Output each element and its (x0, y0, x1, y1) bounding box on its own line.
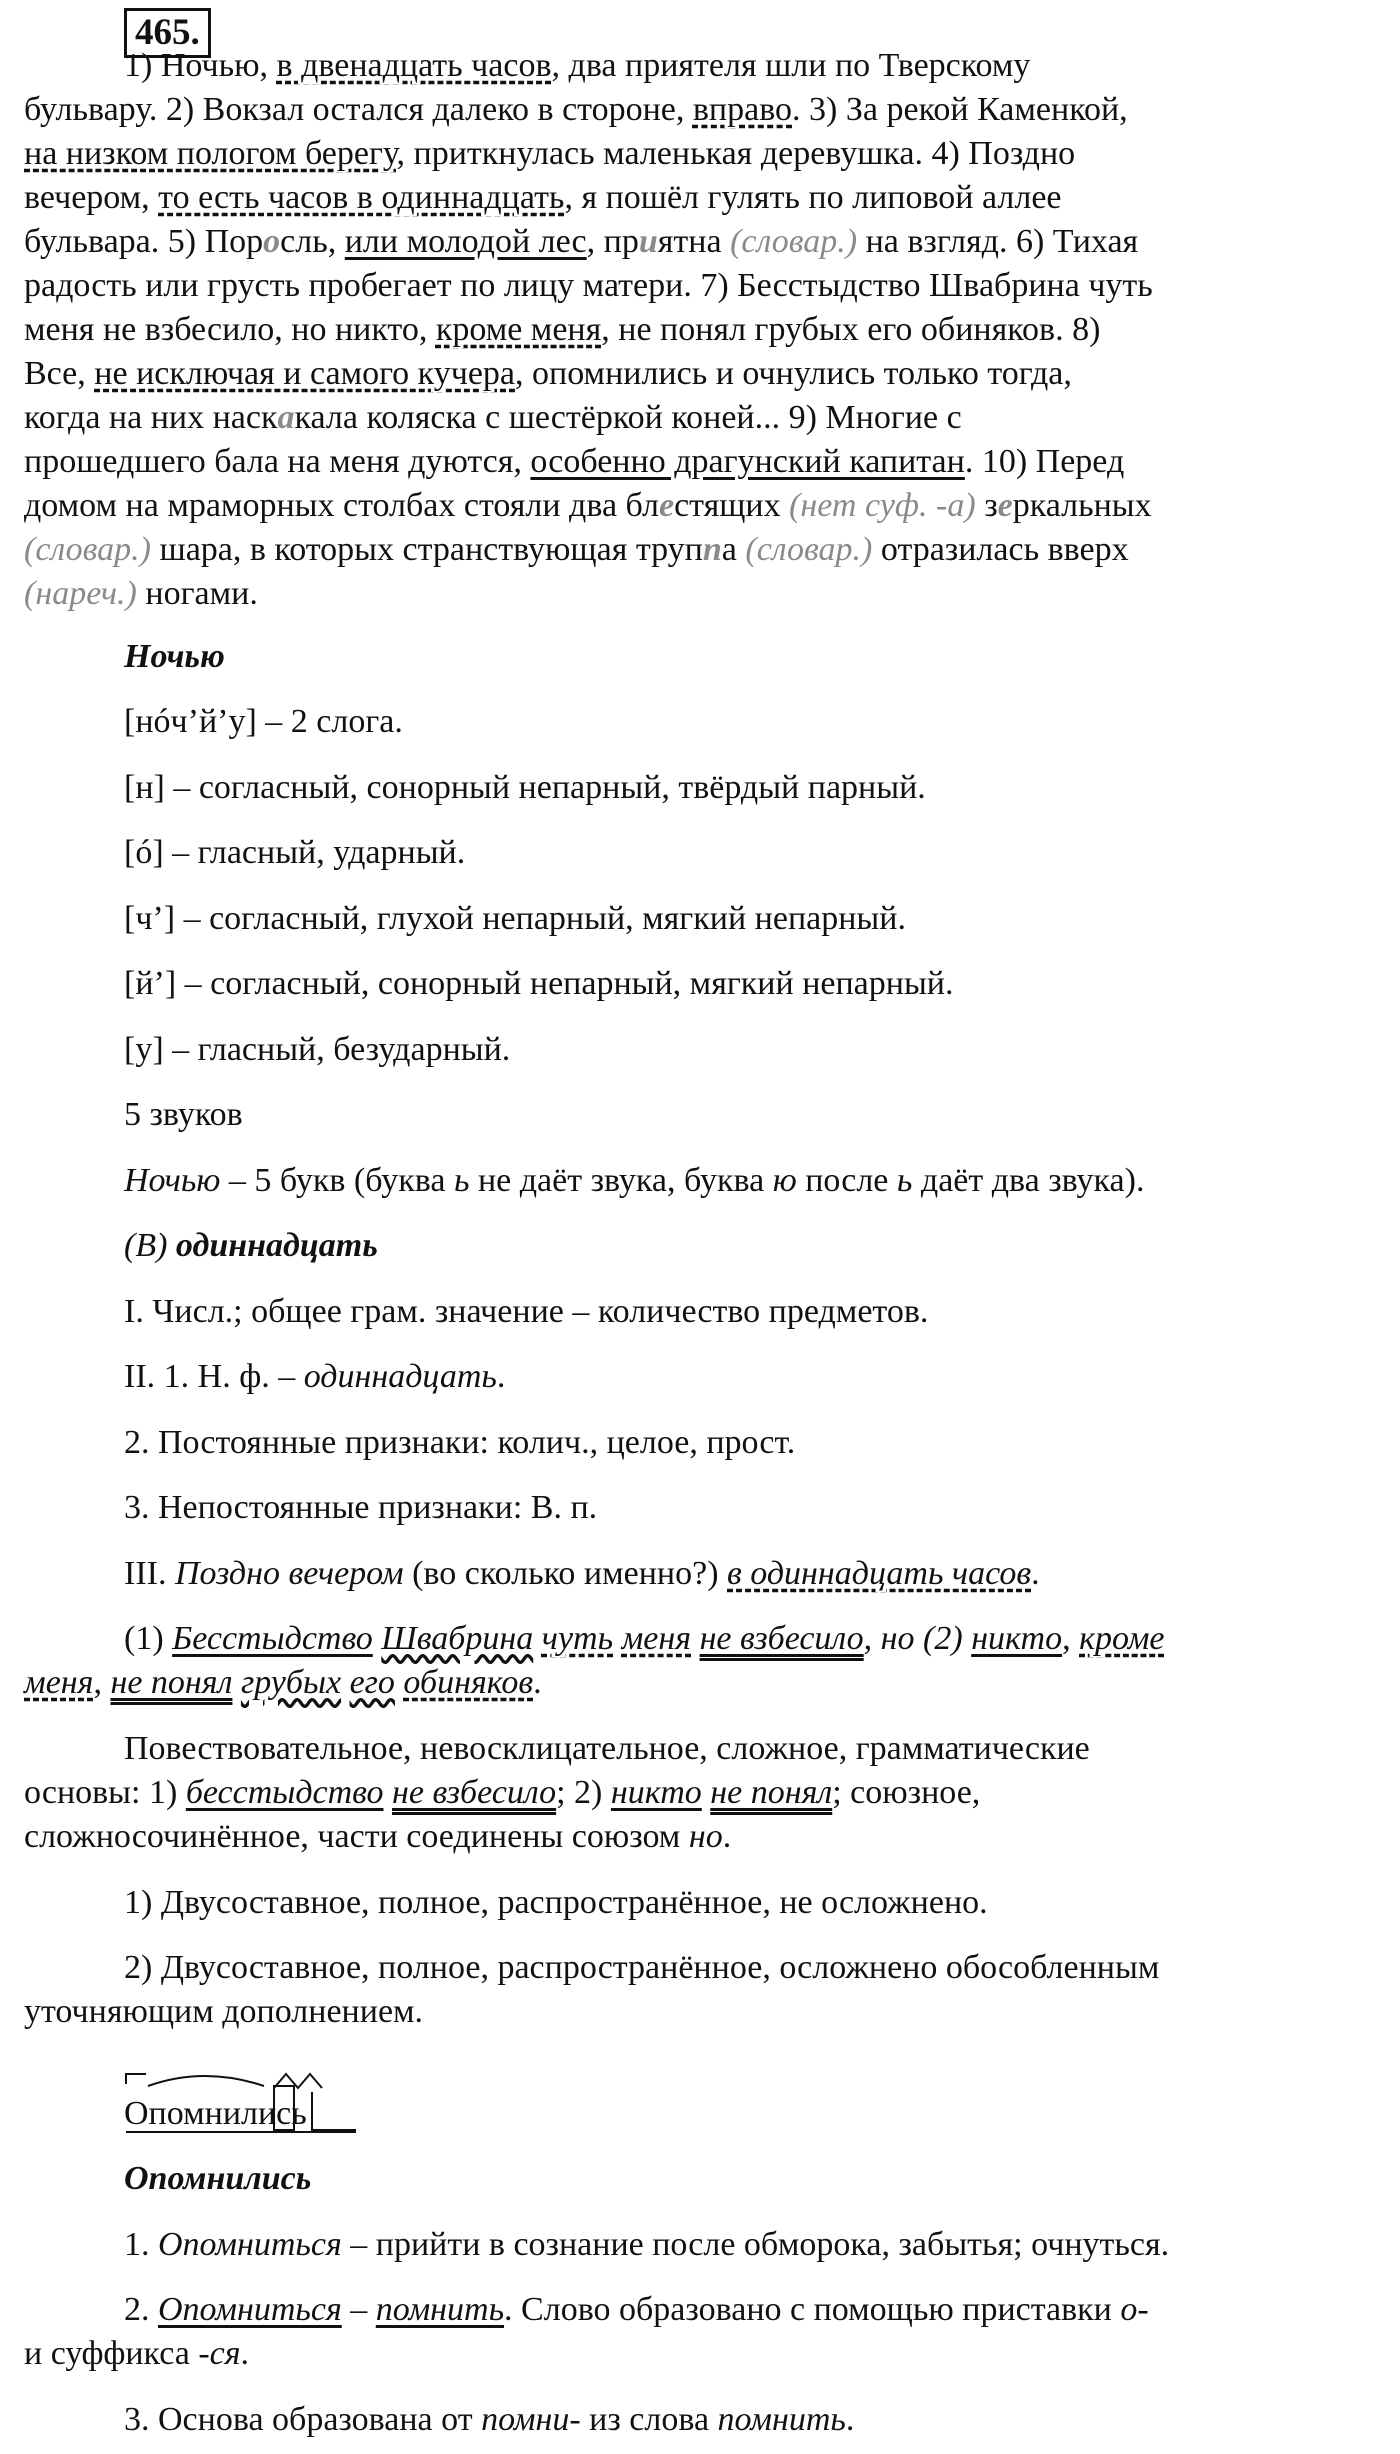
part-1-analysis: 1) Двусоставное, полное, распространённое, не осложнено. (124, 1884, 988, 1921)
part-2-analysis-cont: уточняющим дополнением. (24, 1993, 424, 2030)
predicate: не взбесило (391, 1774, 557, 1811)
text-fragment: вечером, (24, 179, 159, 216)
word: Опомниться (158, 2291, 342, 2328)
text-fragment: . 10) Перед (964, 443, 1125, 480)
transcription: [нóч’й’у] – 2 слога. (124, 703, 403, 740)
text-fragment: а (721, 531, 746, 568)
space (533, 1620, 542, 1657)
text-fragment: и суффикса (24, 2335, 199, 2372)
subject: никто (971, 1620, 1063, 1657)
space (691, 1620, 700, 1657)
sound-2: [ó] – гласный, ударный. (124, 834, 466, 871)
text-line-8 (24, 352, 1072, 396)
text-fragment: кала коляска с шестёркой коней... 9) Многие с (294, 399, 962, 436)
numeral-p3: 2. Постоянные признаки: колич., целое, прост. (124, 1424, 796, 1461)
separator: , (93, 1664, 111, 1701)
letter-count (124, 1159, 1144, 1203)
text-fragment: после (796, 1162, 897, 1199)
analysis-line-3 (24, 1815, 731, 1859)
inserted-letter: е (658, 487, 675, 524)
text-fragment: меня не взбесило, но никто, (24, 311, 436, 348)
text-fragment: . (845, 2401, 855, 2438)
text-fragment: 2. (124, 2291, 158, 2328)
text-fragment: ркальных (1012, 487, 1152, 524)
text-fragment: когда на них наск (24, 399, 278, 436)
text-fragment: 3. Основа образована от (124, 2401, 482, 2438)
text-fragment: . (1031, 1555, 1040, 1592)
inserted-letter: п (702, 531, 722, 568)
text-line-4 (24, 176, 1062, 220)
word: Опомниться (158, 2226, 342, 2263)
text-fragment: , пр (586, 223, 639, 260)
sound-count: 5 звуков (124, 1096, 243, 1133)
inserted-letter: и (638, 223, 658, 260)
text-fragment: ; 2) (556, 1774, 611, 1811)
phonetic-heading: Ночью (124, 638, 225, 675)
space (373, 1620, 382, 1657)
object-phrase: не исключая и самого кучера (94, 355, 515, 392)
source-word: помнить (375, 2291, 505, 2328)
text-fragment: на взгляд. 6) Тихая (857, 223, 1139, 260)
separator: . (533, 1664, 542, 1701)
text-line-1 (124, 44, 1030, 88)
text-fragment: (1) (124, 1620, 173, 1657)
text-line-3 (24, 132, 1075, 176)
text-fragment: . 3) За рекой Каменкой, (792, 91, 1128, 128)
text-fragment: , опомнились и очнулись только тогда, (515, 355, 1072, 392)
inserted-letter: а (277, 399, 295, 436)
text-fragment: Все, (24, 355, 95, 392)
part-2-analysis: 2) Двусоставное, полное, распространённое, осложнено обособленным (124, 1949, 1160, 1986)
text-fragment: . (722, 1818, 732, 1855)
text-fragment: сложносочинённое, части соединены союзом (24, 1818, 689, 1855)
subject: Бесстыдство (172, 1620, 373, 1657)
space (232, 1664, 241, 1701)
letter: ю (772, 1162, 797, 1199)
word-formation-heading: Опомнились (124, 2160, 312, 2197)
sentence-line-1 (124, 1617, 1164, 1661)
text-fragment: , два приятеля шли по Тверскому (551, 47, 1031, 84)
object: меня (621, 1620, 692, 1657)
text-line-7 (24, 308, 1100, 352)
object: меня (24, 1664, 94, 1701)
sound-3: [ч’] – согласный, глухой непарный, мягкий непарный. (124, 900, 906, 937)
part-of-speech-note: (нареч.) (24, 575, 137, 612)
text-fragment: (во сколько именно?) (403, 1555, 728, 1592)
text-fragment: радость или грусть пробегает по лицу матери. 7) Бесстыдство Швабрина чуть (24, 267, 1153, 304)
text-fragment: не даёт звука, буква (469, 1162, 773, 1199)
numeral-p5 (124, 1552, 1040, 1596)
text-fragment: даёт два звука). (912, 1162, 1145, 1199)
object-phrase: кроме меня (435, 311, 602, 348)
text-line-9 (24, 396, 962, 440)
sound-1: [н] – согласный, сонорный непарный, твёрдый парный. (124, 769, 926, 806)
text-fragment: ; союзное, (832, 1774, 981, 1811)
text-fragment: , не понял грубых его обиняков. 8) (601, 311, 1101, 348)
text-fragment: ятна (657, 223, 731, 260)
text-fragment: домом на мраморных столбах стояли два бл (24, 487, 659, 524)
adverbial: чуть (541, 1620, 614, 1657)
text-line-12 (24, 528, 1129, 572)
text-line-11 (24, 484, 1152, 528)
analysis-line-2 (24, 1771, 980, 1815)
adverbial-phrase: на низком пологом берегу (24, 135, 397, 172)
apposition-phrase: или молодой лес (344, 223, 587, 260)
suffix: -ся (198, 2335, 241, 2372)
text-fragment: . (496, 1358, 506, 1395)
word: одиннадцать (303, 1358, 497, 1395)
predicate: не понял (710, 1774, 833, 1811)
space (613, 1620, 622, 1657)
analysis-line-1: Повествовательное, невосклицательное, сложное, грамматические (124, 1730, 1090, 1767)
predicate: не взбесило (699, 1620, 864, 1657)
text-fragment: шара, в которых странствующая труп (151, 531, 703, 568)
numeral-p4: 3. Непостоянные признаки: В. п. (124, 1489, 598, 1526)
text-fragment: . (240, 2335, 250, 2372)
word: Ночью (124, 1162, 221, 1199)
text-line-2 (24, 88, 1128, 132)
text-fragment: стящих (674, 487, 790, 524)
adverbial-word: вправо (692, 91, 793, 128)
text-fragment: основы: 1) (24, 1774, 186, 1811)
text-fragment: , приткнулась маленькая деревушка. 4) Поздно (396, 135, 1076, 172)
inserted-letter: о (263, 223, 281, 260)
text-fragment: из слова (580, 2401, 718, 2438)
exercise-number: 465. (124, 8, 211, 58)
clarifying-phrase: то есть часов в одиннадцать (158, 179, 565, 216)
subject: никто (610, 1774, 702, 1811)
text-fragment: , но (2) (863, 1620, 972, 1657)
attribute: грубых (240, 1664, 342, 1701)
predicate: не понял (110, 1664, 233, 1701)
sound-4: [й’] – согласный, сонорный непарный, мягкий непарный. (124, 965, 954, 1002)
space (341, 1664, 350, 1701)
text-fragment: прошедшего бала на меня дуются, (24, 443, 531, 480)
text-fragment: III. (124, 1555, 175, 1592)
word-formation-p2 (124, 2288, 1149, 2332)
text-fragment: отразилась вверх (872, 531, 1129, 568)
text-fragment: , я пошёл гулять по липовой аллее (564, 179, 1062, 216)
adverbial-phrase: в двенадцать часов (276, 47, 552, 84)
prefix: о- (1120, 2291, 1149, 2328)
text-fragment: бульвару. 2) Вокзал остался далеко в стороне, (24, 91, 693, 128)
text-fragment: 1) Ночью, (124, 47, 277, 84)
text-line-6 (24, 264, 1153, 308)
source-word: помнить (717, 2401, 846, 2438)
morphemic-word: Опомнились (124, 2095, 307, 2132)
text-fragment: II. 1. Н. ф. – (124, 1358, 304, 1395)
phrase: Поздно вечером (174, 1555, 404, 1592)
attribute: Швабрина (381, 1620, 534, 1657)
word-formation-p2-cont (24, 2332, 249, 2376)
morphemic-parse (124, 2092, 307, 2136)
text-line-5 (24, 220, 1138, 264)
text-fragment: з (975, 487, 998, 524)
numeral-p1: I. Числ.; общее грам. значение – количество предметов. (124, 1293, 929, 1330)
text-fragment: бульвара. 5) Пор (24, 223, 264, 260)
dictionary-note: (словар.) (745, 531, 873, 568)
text-fragment: – 5 букв (буква (220, 1162, 454, 1199)
stem: помни- (481, 2401, 581, 2438)
space (702, 1774, 711, 1811)
word: одиннадцать (175, 1227, 378, 1264)
subject: бесстыдство (185, 1774, 384, 1811)
sentence-line-2 (24, 1661, 542, 1705)
separator: , (1062, 1620, 1080, 1657)
subject-phrase: особенно драгунский капитан (530, 443, 965, 480)
dictionary-note: (словар.) (24, 531, 152, 568)
grammar-note: (нет суф. -а) (789, 487, 976, 524)
text-fragment: – (341, 2291, 376, 2328)
text-line-10 (24, 440, 1124, 484)
space (383, 1774, 392, 1811)
sound-5: [у] – гласный, безударный. (124, 1031, 511, 1068)
object: обиняков (403, 1664, 534, 1701)
case-label: (В) (124, 1227, 176, 1264)
letter: ь (453, 1162, 470, 1199)
text-fragment: – прийти в сознание после обморока, забытья; очнуться. (341, 2226, 1170, 2263)
dictionary-note: (словар.) (730, 223, 858, 260)
text-fragment: ногами. (136, 575, 258, 612)
word-formation-p3 (124, 2398, 854, 2442)
word-formation-p1 (124, 2223, 1169, 2267)
numeral-p2 (124, 1355, 505, 1399)
inserted-letter: е (997, 487, 1013, 524)
conjunction: но (688, 1818, 723, 1855)
text-fragment: сль, (280, 223, 345, 260)
phrase: в одиннадцать часов (727, 1555, 1032, 1592)
object: кроме (1079, 1620, 1165, 1657)
attribute: его (349, 1664, 395, 1701)
text-fragment: 1. (124, 2226, 158, 2263)
text-fragment: . Слово образовано с помощью приставки (504, 2291, 1121, 2328)
numeral-heading (124, 1224, 378, 1268)
text-line-13 (24, 572, 258, 616)
letter: ь (896, 1162, 913, 1199)
